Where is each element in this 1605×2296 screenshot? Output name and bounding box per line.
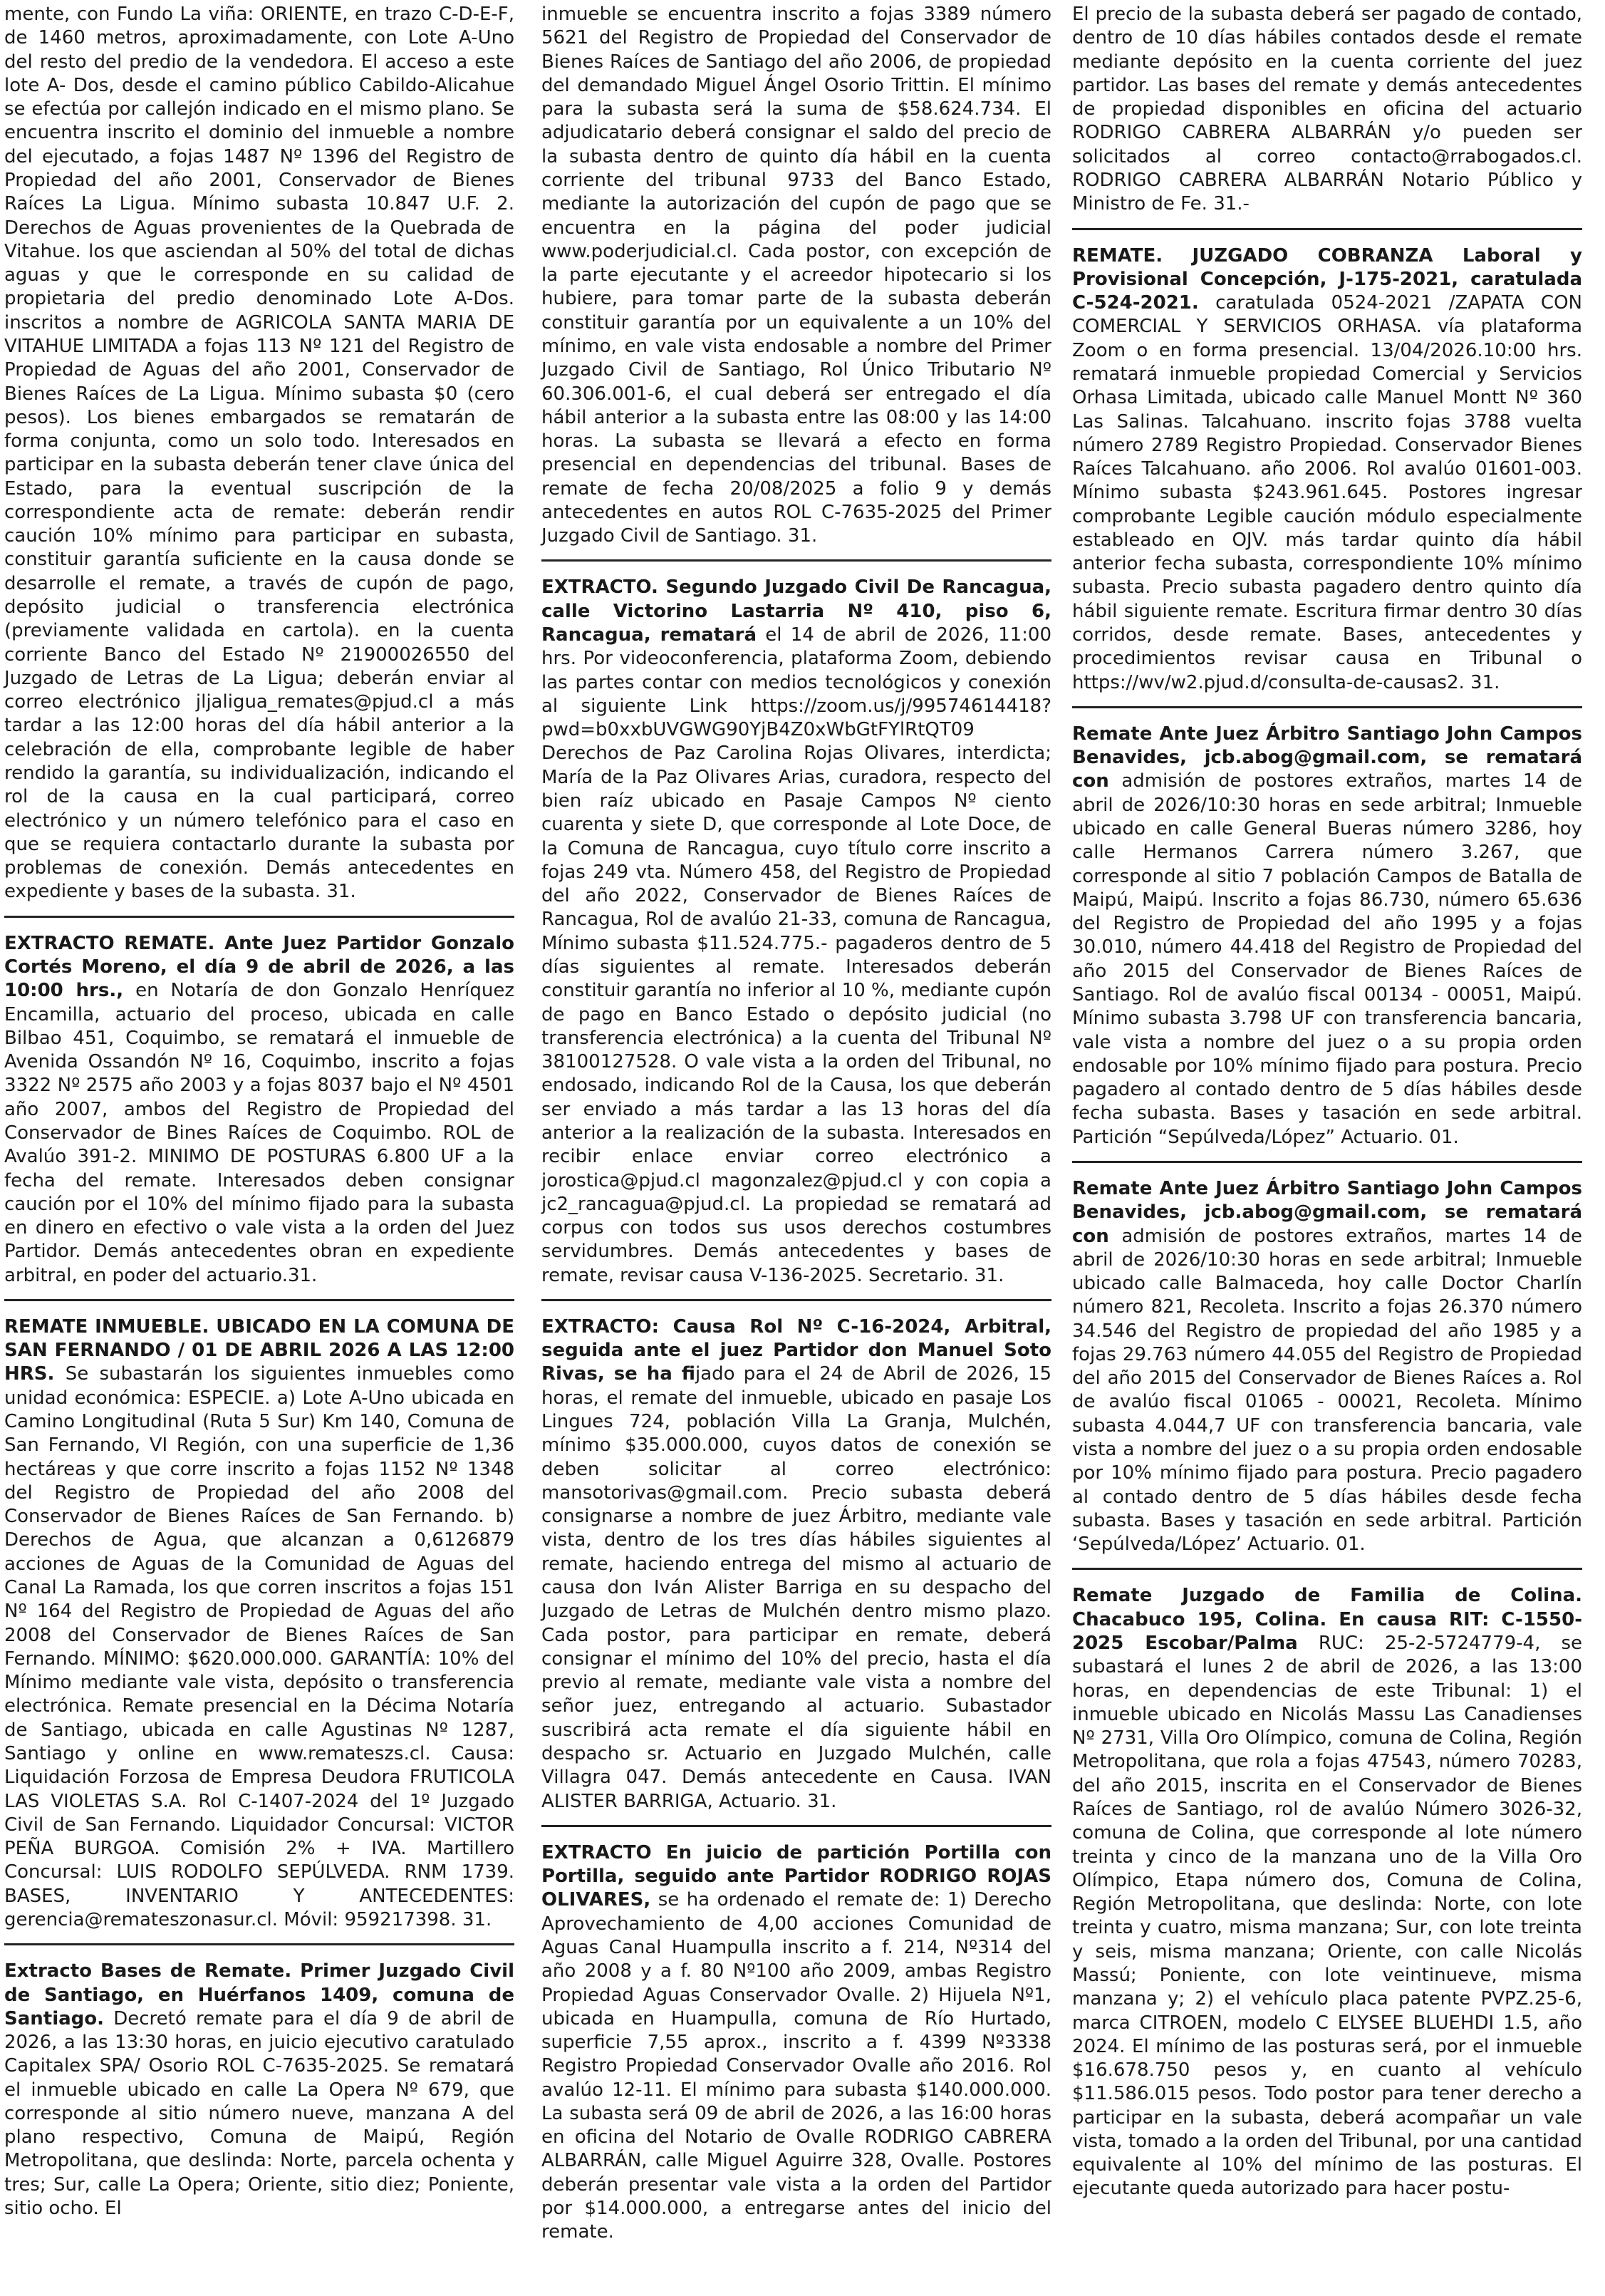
notice-body: jado para el 24 de Abril de 2026, 15 horas, el remate del inmueble, ubicado en pasaje Los Lingues 724, población Villa La Granja, Mulchén, mínimo $35.000.000, cuyos datos de conexión se deben solicitar al correo electrónico: mansotorivas@gmail.com. Precio subasta deberá consignarse a nombre de juez Árbitro, mediante vale vista, dentro de los tres días hábiles siguientes al remate, haciendo entrega del mismo al actuario de causa don Iván Alister Barriga en su despacho del Juzgado de Letras de Mulchén dentro mismo plazo. Cada postor, para participar en remate, deberá consignar el mínimo del 10% del precio, hasta el día previo al remate, mediante vale vista a nombre del señor juez, entregando al actuario. Subastador suscribirá acta remate el día siguiente hábil en despacho sr. Actuario en Juzgado Mulchén, calle Villagra 047. Demás antecedente en Causa. IVAN ALISTER BARRIGA, Actuario. 31. bbox=[541, 1363, 1051, 1812]
notice-heading: Remate Juzgado de Familia de Colina. Chacabuco 195, Colina. En causa RIT: C-1550-2025 Escobar/Palma bbox=[1072, 1585, 1582, 1654]
divider bbox=[1072, 706, 1582, 708]
divider bbox=[4, 1943, 514, 1945]
notice-body: Se subastarán los siguientes inmuebles como unidad económica: ESPECIE. a) Lote A-Uno ubicada en Camino Longitudinal (Ruta 5 Sur) Km 140, Comuna de San Fernando, VI Región, con una superficie de 1,36 hectáreas y que corre inscrito a fojas 1152 Nº 1348 del Registro de Propiedad del año 2008 del Conservador de Bienes Raíces de San Fernando. b) Derechos de Agua, que alcanzan a 0,6126879 acciones de Aguas de la Comunidad de Aguas del Canal La Ramada, los que corren inscritos a fojas 151 Nº 164 del Registro de Propiedad de Aguas del año 2008 del Conservador de Bienes Raíces de San Fernando. MÍNIMO: $620.000.000. GARANTÍA: 10% del Mínimo mediante vale vista, depósito o transferencia electrónica. Remate presencial en la Décima Notaría de Santiago, ubicada en calle Agustinas Nº 1287, Santiago y online en www.remateszs.cl. Causa: Liquidación Forzosa de Empresa Deudora FRUTICOLA LAS VIOLETAS S.A. Rol C-1407-2024 del 1º Juzgado Civil de San Fernando. Liquidador Concursal: VICTOR PEÑA BURGOA. Comisión 2% + IVA. Martillero Concursal: LUIS RODOLFO SEPÚLVEDA. RNM 1739. BASES, INVENTARIO Y ANTECEDENTES: gerencia@remateszonasur.cl. Móvil: 959217398. 31. bbox=[4, 1363, 514, 1930]
notice-heading: EXTRACTO: Causa Rol Nº C-16-2024, Arbitral, seguida ante el juez Partidor don Manuel Soto Rivas, se ha fi bbox=[541, 1315, 1051, 1385]
notice-heading: Remate Ante Juez Árbitro Santiago John Campos Benavides, jcb.abog@gmail.com, se rematará con bbox=[1072, 1177, 1582, 1247]
column-2 bbox=[541, 3, 1051, 2245]
notice-text bbox=[1072, 723, 1582, 1149]
notice-body: inmueble se encuentra inscrito a fojas 3389 número 5621 del Registro de Propiedad del Conservador de Bienes Raíces de Santiago del año 2006, de propiedad del demandado Miguel Ángel Osorio Trittin. El mínimo para la subasta será la suma de $58.624.734. El adjudicatario deberá consignar el saldo del precio de la subasta dentro de quinto día hábil en la cuenta corriente del tribunal 9733 del Banco Estado, mediante la autorización del cupón de pago que se encuentra en la página del poder judicial www.poderjudicial.cl. Cada postor, con excepción de la parte ejecutante y el acreedor hipotecario si los hubiere, para tomar parte de la subasta deberán constituir garantía por un equivalente a un 10% del mínimo, en vale vista endosable a nombre del Primer Juzgado Civil de Santiago, Rol Único Tributario Nº 60.306.001-6, el cual deberá ser entregado el día hábil anterior a la subasta entre las 08:00 y las 14:00 horas. La subasta se llevará a efecto en forma presencial en dependencias del tribunal. Bases de remate de fecha 20/08/2025 a folio 9 y demás antecedentes en autos ROL C-7635-2025 del Primer Juzgado Civil de Santiago. 31. bbox=[541, 4, 1051, 547]
divider bbox=[541, 1299, 1051, 1301]
notice-2-3 bbox=[541, 1315, 1051, 1814]
notice-3-1 bbox=[1072, 3, 1582, 217]
notice-text bbox=[1072, 3, 1582, 217]
notice-heading: EXTRACTO. Segundo Juzgado Civil De Rancagua, calle Victorino Lastarria Nº 410, piso 6, Rancagua, rematará bbox=[541, 576, 1051, 646]
notice-3-2 bbox=[1072, 244, 1582, 695]
notice-body: en Notaría de don Gonzalo Henríquez Encamilla, actuario del proceso, ubicada en calle Bilbao 451, Coquimbo, se rematará el inmueble de Avenida Ossandón Nº 16, Coquimbo, inscrito a fojas 3322 Nº 2575 año 2003 y a fojas 8037 bajo el Nº 4501 año 2007, ambos del Registro de Propiedad del Conservador de Bines Raíces de Coquimbo. ROL de Avalúo 391-2. MINIMO DE POSTURAS 6.800 UF a la fecha del remate. Interesados deben consignar caución por el 10% del mínimo fijado para la subasta en dinero en efectivo o vale vista a la orden del Juez Partidor. Demás antecedentes obran en expediente arbitral, en poder del actuario.31. bbox=[4, 980, 514, 1286]
notice-text bbox=[4, 1960, 514, 2220]
notice-text bbox=[1072, 1177, 1582, 1557]
notice-text bbox=[4, 1315, 514, 1932]
divider bbox=[4, 1299, 514, 1301]
notice-text bbox=[4, 3, 514, 904]
notice-3-5 bbox=[1072, 1584, 1582, 2201]
notice-2-2 bbox=[541, 576, 1051, 1287]
notice-2-1 bbox=[541, 3, 1051, 548]
notice-heading: REMATE. JUZGADO COBRANZA Laboral y Provisional Concepción, J-175-2021, caratulada C-524-2021. bbox=[1072, 244, 1582, 314]
notice-text bbox=[541, 1841, 1051, 2245]
notice-heading: REMATE INMUEBLE. UBICADO EN LA COMUNA DE SAN FERNANDO / 01 DE ABRIL 2026 A LAS 12:00 HRS. bbox=[4, 1315, 514, 1385]
notice-1-2 bbox=[4, 932, 514, 1288]
notice-body: El precio de la subasta deberá ser pagado de contado, dentro de 10 días hábiles contados desde el remate mediante depósito en la cuenta corriente del juez partidor. Las bases del remate y demás antecedentes de propiedad disponibles en oficina del actuario RODRIGO CABRERA ALBARRÁN y/o pueden ser solicitados al correo contacto@rrabogados.cl. RODRIGO CABRERA ALBARRÁN Notario Público y Ministro de Fe. 31.- bbox=[1072, 4, 1582, 215]
notice-1-3 bbox=[4, 1315, 514, 1932]
divider bbox=[4, 916, 514, 918]
notice-2-4 bbox=[541, 1841, 1051, 2245]
notice-text bbox=[541, 1315, 1051, 1814]
divider bbox=[1072, 228, 1582, 230]
notice-body: RUC: 25-2-5724779-4, se subastará el lunes 2 de abril de 2026, a las 13:00 horas, en dependencias de este Tribunal: 1) el inmueble ubicado en Nicolás Massu Las Canadienses Nº 2731, Villa Oro Olímpico, comuna de Colina, Región Metropolitana, que rola a fojas 47543, número 70283, del año 2015, inscrita en el Conservador de Bienes Raíces de Santiago, rol de avalúo Número 3026-32, comuna de Colina, que corresponde al lote número treinta y cinco de la manzana uno de la Villa Oro Olímpico, Etapa número dos, Comuna de Colina, Región Metropolitana, que deslinda: Norte, con lote treinta y cuatro, misma manzana; Sur, con lote treinta y seis, misma manzana; Oriente, con calle Nicolás Massú; Poniente, con lote veintinueve, misma manzana y; 2) el vehículo placa patente PVPZ.25-6, marca CITROEN, modelo C ELYSEE BLUEHDI 1.5, año 2024. El mínimo de las posturas será, por el inmueble $16.678.750 pesos y, en cuanto al vehículo $11.586.015 pesos. Todo postor para tener derecho a participar en la subasta, deberá acompañar un vale vista, tomado a la orden del Tribunal, por una cantidad equivalente al 10% del mínimo de las posturas. El ejecutante queda autorizado para hacer postu- bbox=[1072, 1633, 1583, 2200]
notice-body: Decretó remate para el día 9 de abril de 2026, a las 13:30 horas, en juicio ejecutivo caratulado Capitalex SPA/ Osorio ROL C-7635-2025. Se rematará el inmueble ubicado en calle La Opera Nº 679, que corresponde al sitio número nueve, manzana A del plano respectivo, Comuna de Maipú, Región Metropolitana, que deslinda: Norte, parcela ochenta y tres; Sur, calle La Opera; Oriente, sitio diez; Poniente, sitio ocho. El bbox=[4, 2007, 514, 2220]
notice-body: admisión de postores extraños, martes 14 de abril de 2026/10:30 horas en sede arbitral; Inmueble ubicado en calle General Bueras número 3286, hoy calle Hermanos Carrera número 3.267, que corresponde al sitio 7 población Campos de Batalla de Maipú, Maipú. Inscrito a fojas 86.730, número 65.636 del Registro de Propiedad del año 1995 y a fojas 30.010, número 44.418 del Registro de Propiedad del año 2015 del Conservador de Bienes Raíces de Santiago. Rol de avalúo fiscal 00134 - 00051, Maipú. Mínimo subasta 3.798 UF con transferencia bancaria, vale vista a nombre del juez o a su propia orden endosable por 10% mínimo fijado para postura. Precio pagadero al contado dentro de 5 días hábiles desde fecha subasta. Bases y tasación en sede arbitral. Partición “Sepúlveda/López” Actuario. 01. bbox=[1072, 770, 1582, 1148]
notice-text bbox=[541, 3, 1051, 548]
notice-body: se ha ordenado el remate de: 1) Derecho Aprovechamiento de 4,00 acciones Comunidad de Aguas Canal Huampulla inscrito a f. 214, Nº314 del año 2008 y a f. 80 Nº100 año 2009, ambas Registro Propiedad Aguas Conservador Ovalle. 2) Hijuela Nº1, ubicada en Huampulla, comuna de Río Hurtado, superficie 7,55 aprox., inscrito a f. 4399 Nº3338 Registro Propiedad Conservador Ovalle año 2016. Rol avalúo 12-11. El mínimo para subasta $140.000.000. La subasta será 09 de abril de 2026, a las 16:00 horas en oficina del Notario de Ovalle RODRIGO CABRERA ALBARRÁN, calle Miguel Aguirre 328, Ovalle. Postores deberán presentar vale vista a la orden del Partidor por $14.000.000, a entregarse antes del inicio del remate. bbox=[541, 1889, 1051, 2243]
notice-text bbox=[541, 576, 1051, 1287]
divider bbox=[1072, 1568, 1582, 1570]
notice-text bbox=[1072, 1584, 1582, 2201]
notice-3-4 bbox=[1072, 1177, 1582, 1557]
notice-text bbox=[1072, 244, 1582, 695]
notice-body: mente, con Fundo La viña: ORIENTE, en trazo C-D-E-F, de 1460 metros, aproximadamente, con Lote A-Uno del resto del predio de la vendedora. El acceso a este lote A- Dos, desde el camino público Cabildo-Alicahue se efectúa por callejón indicado en el mismo plano. Se encuentra inscrito el dominio del inmueble a nombre del ejecutado, a fojas 1487 Nº 1396 del Registro de Propiedad del año 2001, Conservador de Bienes Raíces La Ligua. Mínimo subasta 10.847 U.F. 2. Derechos de Aguas provenientes de la Quebrada de Vitahue. los que asciendan al 50% del total de dichas aguas y que le corresponde en su calidad de propietaria del predio denominado Lote A-Dos. inscritos a nombre de AGRICOLA SANTA MARIA DE VITAHUE LIMITADA a fojas 113 Nº 121 del Registro de Propiedad de Aguas del año 2001, Conservador de Bienes Raíces de La Ligua. Mínimo subasta $0 (cero pesos). Los bienes embargados se rematarán de forma conjunta, como un solo todo. Interesados en participar en la subasta deberán tener clave única del Estado, para la eventual suscripción de la correspondiente acta de remate: deberán rendir caución 10% mínimo para participar en subasta, constituir garantía suficiente en la causa donde se desarrolle el remate, a través de cupón de pago, depósito judicial o transferencia electrónica (previamente validada en cartola). en la cuenta corriente Banco del Estado Nº 21900026550 del Juzgado de Letras de La Ligua; deberán enviar al correo electrónico jljaligua_remates@pjud.cl a más tardar a las 12:00 horas del día hábil anterior a la celebración de ella, comprobante legible de haber rendido la garantía, su individualización, indicando el rol de la causa en la cual participará, correo electrónico y un número telefónico para el caso en que se requiera contactarlo durante la subasta por problemas de conexión. Demás antecedentes en expediente y bases de la subasta. 31. bbox=[4, 4, 514, 903]
notice-heading: Extracto Bases de Remate. Primer Juzgado Civil de Santiago, en Huérfanos 1409, comuna de Santiago. bbox=[4, 1960, 514, 2029]
column-3 bbox=[1072, 3, 1582, 2201]
notice-body: admisión de postores extraños, martes 14 de abril de 2026/10:30 horas en sede arbitral; Inmueble ubicado calle Balmaceda, hoy calle Doctor Charlín número 821, Recoleta. Inscrito a fojas 26.370 número 34.546 del Registro de propiedad del año 1985 y a fojas 29.763 número 44.055 del Registro de Propiedad del año 2015 del Conservador de Bienes Raíces a. Rol de avalúo fiscal 01065 - 00021, Recoleta. Mínimo subasta 4.044,7 UF con transferencia bancaria, vale vista a nombre del juez o a su propia orden endosable por 10% mínimo fijado para postura. Precio pagadero al contado dentro de 5 días hábiles desde fecha subasta. Bases y tasación en sede arbitral. Partición ‘Sepúlveda/López’ Actuario. 01. bbox=[1072, 1225, 1582, 1556]
column-1 bbox=[4, 3, 514, 2220]
notice-1-4 bbox=[4, 1960, 514, 2220]
divider bbox=[541, 1825, 1051, 1827]
notice-1-1 bbox=[4, 3, 514, 904]
notice-body: caratulada 0524-2021 /ZAPATA CON COMERCIAL Y SERVICIOS ORHASA. vía plataforma Zoom o en forma presencial. 13/04/2026.10:00 hrs. rematará inmueble propiedad Comercial y Servicios Orhasa Limitada, ubicado calle Manuel Montt Nº 360 Las Salinas. Talcahuano. inscrito fojas 3788 vuelta número 2789 Registro Propiedad. Conservador Bienes Raíces Talcahuano. año 2006. Rol avalúo 01601-003. Mínimo subasta $243.961.645. Postores ingresar comprobante Legible caución módulo especialmente estableado en OJV. más tardar quinto día hábil anterior fecha subasta, correspondiente 10% mínimo subasta. Precio subasta pagadero dentro quinto día hábil siguiente remate. Escritura firmar dentro 30 días corridos, desde remate. Bases, antecedentes y procedimientos revisar causa en Tribunal o https://wv/w2.pjud.d/consulta-de-causas2. 31. bbox=[1072, 292, 1582, 693]
notice-body: el 14 de abril de 2026, 11:00 hrs. Por videoconferencia, plataforma Zoom, debiendo las partes contar con medios tecnológicos y conexión al siguiente Link https://zoom.us/j/99574614418?pwd=b0xxbUVGWG90YjB4Z0xWbGtFYlRtQT09 Derechos de Paz Carolina Rojas Olivares, interdicta; María de la Paz Olivares Arias, curadora, respecto del bien raíz ubicado en Pasaje Campos Nº ciento cuarenta y siete D, que corresponde al Lote Doce, de la Comuna de Rancagua, cuyo título corre inscrito a fojas 249 vta. Número 458, del Registro de Propiedad del año 2022, Conservador de Bienes Raíces de Rancagua, Rol de avalúo 21-33, comuna de Rancagua, Mínimo subasta $11.524.775.- pagaderos dentro de 5 días siguientes al remate. Interesados deberán constituir garantía no inferior al 10 %, mediante cupón de pago en Banco Estado o depósito judicial (no transferencia electrónica) a la cuenta del Tribunal Nº 38100127528. O vale vista a la orden del Tribunal, no endosado, indicando Rol de la Causa, los que deberán ser enviado a más tardar a las 13 horas del día anterior a la realización de la subasta. Interesados en recibir enlace enviar correo electrónico a jorostica@pjud.cl magonzalez@pjud.cl y con copia a jc2_rancagua@pjud.cl. La propiedad se rematará ad corpus con todos sus usos derechos costumbres servidumbres. Demás antecedentes y bases de remate, revisar causa V-136-2025. Secretario. 31. bbox=[541, 624, 1051, 1286]
notice-heading: EXTRACTO REMATE. Ante Juez Partidor Gonzalo Cortés Moreno, el día 9 de abril de 2026, a las 10:00 hrs., bbox=[4, 932, 514, 1002]
divider bbox=[1072, 1161, 1582, 1163]
notice-text bbox=[4, 932, 514, 1288]
notice-heading: Remate Ante Juez Árbitro Santiago John Campos Benavides, jcb.abog@gmail.com, se rematará con bbox=[1072, 723, 1582, 792]
notice-3-3 bbox=[1072, 723, 1582, 1149]
notice-heading: EXTRACTO En juicio de partición Portilla con Portilla, seguido ante Partidor RODRIGO ROJAS OLIVARES, bbox=[541, 1841, 1051, 1911]
divider bbox=[541, 559, 1051, 562]
